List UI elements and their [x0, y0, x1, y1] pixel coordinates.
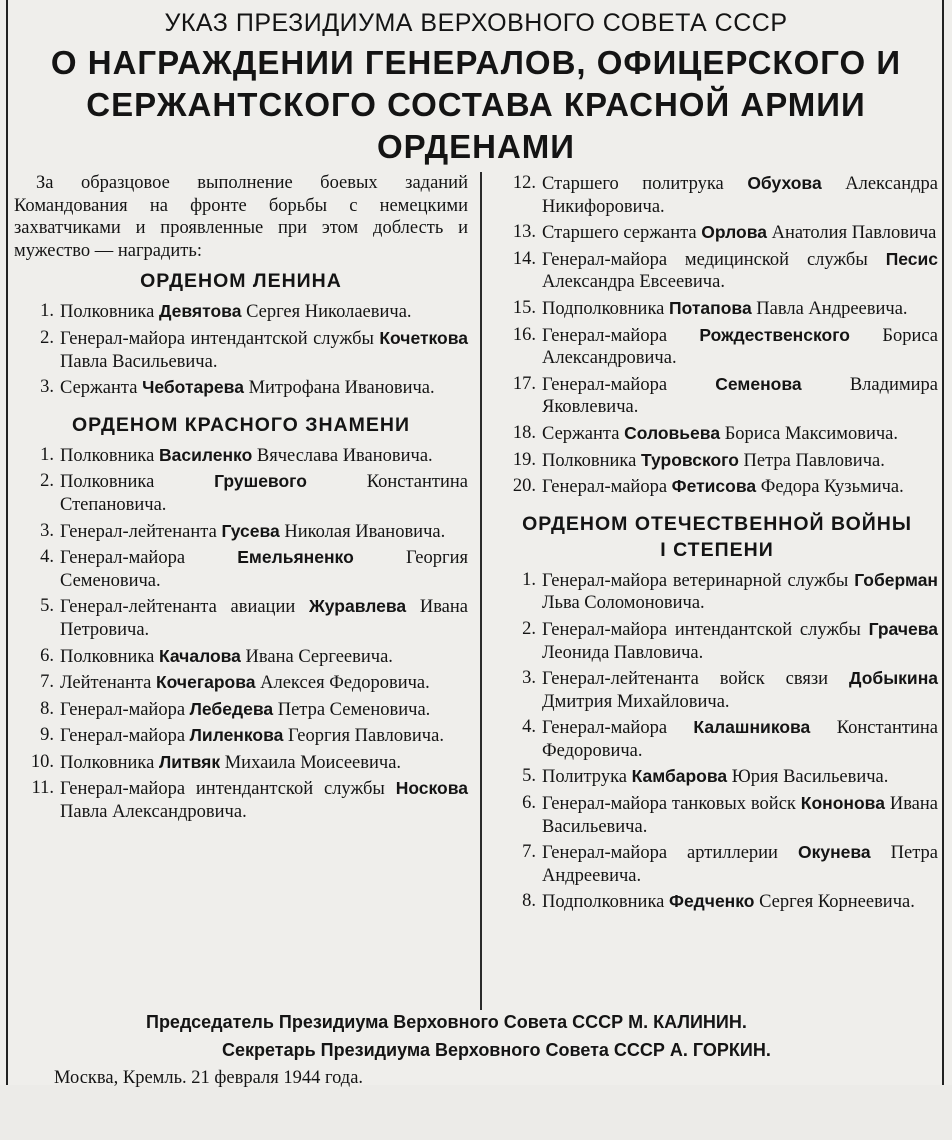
rank: Политрука — [542, 767, 627, 788]
item-number: 4. — [522, 717, 536, 738]
title-line: О НАГРАЖДЕНИИ ГЕНЕРАЛОВ, ОФИЦЕРСКОГО И — [50, 44, 902, 81]
surname: Носкова — [395, 778, 468, 799]
given-names: Петра Семеновича. — [277, 699, 431, 720]
item-number: 4. — [40, 547, 54, 568]
item-number: 3. — [40, 377, 54, 398]
surname: Федченко — [669, 891, 755, 912]
surname: Емельяненко — [237, 547, 354, 568]
left-column — [14, 172, 468, 827]
surname: Журавлева — [308, 596, 407, 617]
rank: Генерал-майора медицинской службы — [542, 249, 868, 270]
award-list-item — [14, 300, 468, 324]
surname: Орлова — [701, 222, 767, 243]
rank: Полковника — [60, 472, 155, 493]
award-list-item — [496, 716, 938, 762]
award-list-item — [14, 671, 468, 695]
award-list-item — [496, 449, 938, 473]
rank: Генерал-лейтенанта — [60, 521, 217, 542]
award-list-item — [496, 792, 938, 838]
surname: Фетисова — [671, 476, 757, 497]
given-names: Георгия Семеновича. — [60, 548, 468, 591]
surname: Добыкина — [849, 668, 938, 689]
surname: Камбарова — [631, 766, 728, 787]
surname: Гусева — [221, 520, 280, 541]
item-number: 19. — [512, 449, 536, 470]
award-list-item — [496, 667, 938, 713]
surname: Лебедева — [189, 698, 274, 719]
award-list-item — [14, 327, 468, 373]
column-divider — [480, 172, 482, 1010]
item-number: 1. — [522, 569, 536, 590]
rank: Полковника — [60, 752, 155, 773]
item-number: 11. — [31, 778, 54, 799]
surname: Потапова — [669, 297, 752, 318]
place-and-date: Москва, Кремль. 21 февраля 1944 года. — [54, 1068, 364, 1088]
section-title-line: I СТЕПЕНИ — [660, 538, 774, 561]
section-title-red-banner: ОРДЕНОМ КРАСНОГО ЗНАМЕНИ — [72, 413, 410, 436]
section-title-patriotic-war — [496, 511, 938, 563]
secretary-signature: Секретарь Президиума Верховного Совета СССР А. ГОРКИН. — [222, 1040, 771, 1060]
rank: Генерал-майора артиллерии — [542, 843, 778, 864]
given-names: Митрофана Ивановича. — [248, 378, 435, 399]
section-title-line: ОРДЕНОМ ОТЕЧЕСТВЕННОЙ ВОЙНЫ — [522, 512, 912, 535]
item-number: 9. — [40, 725, 54, 746]
award-list-item — [496, 422, 938, 446]
right-column — [496, 172, 938, 917]
rank: Генерал-майора интендантской службы — [60, 328, 374, 349]
award-list-item — [14, 376, 468, 400]
award-list-item — [14, 751, 468, 775]
title-line: ОРДЕНАМИ — [377, 128, 575, 165]
surname: Василенко — [158, 444, 253, 465]
given-names: Михаила Моисеевича. — [224, 752, 402, 773]
rank: Генерал-майора — [542, 718, 668, 739]
given-names: Петра Андреевича. — [542, 843, 939, 886]
item-number: 2. — [40, 327, 54, 348]
rank: Генерал-майора — [542, 477, 668, 498]
item-number: 3. — [522, 668, 536, 689]
item-number: 1. — [40, 301, 54, 322]
list-patriotic-war — [496, 569, 938, 914]
given-names: Юрия Васильевича. — [731, 767, 889, 788]
item-number: 13. — [512, 222, 536, 243]
rank: Полковника — [60, 445, 155, 466]
award-list-item — [14, 520, 468, 544]
award-list-item — [496, 569, 938, 615]
item-number: 15. — [512, 297, 536, 318]
rank: Генерал-майора танковых войск — [542, 794, 796, 815]
given-names: Дмитрия Михайловича. — [542, 691, 730, 712]
surname: Грушевого — [214, 471, 307, 492]
given-names: Бориса Максимовича. — [724, 423, 899, 444]
award-list-item — [14, 724, 468, 748]
surname: Лиленкова — [189, 725, 284, 746]
surname: Песис — [885, 248, 938, 269]
given-names: Георгия Павловича. — [288, 726, 444, 747]
award-list-item — [496, 324, 938, 370]
given-names: Ивана Васильевича. — [542, 794, 939, 837]
surname: Кочеткова — [379, 327, 469, 348]
item-number: 8. — [40, 698, 54, 719]
rank: Генерал-майора интендантской службы — [542, 619, 861, 640]
given-names: Павла Андреевича. — [756, 298, 908, 319]
surname: Грачева — [868, 618, 938, 639]
surname: Соловьева — [624, 422, 721, 443]
given-names: Леонида Павловича. — [542, 642, 704, 663]
award-list-item — [14, 645, 468, 669]
given-names: Бориса Александровича. — [542, 325, 938, 369]
item-number: 6. — [522, 793, 536, 814]
award-list-item — [496, 373, 938, 419]
given-names: Алексея Федоровича. — [260, 673, 430, 694]
item-number: 17. — [512, 373, 536, 394]
surname: Гоберман — [854, 569, 938, 590]
rank: Генерал-майора — [542, 374, 668, 395]
rank: Полковника — [60, 302, 155, 323]
award-list-item — [14, 470, 468, 516]
given-names: Павла Александровича. — [60, 802, 247, 823]
surname: Литвяк — [158, 751, 221, 772]
surname: Качалова — [158, 645, 241, 666]
given-names: Константина Степановича. — [60, 472, 468, 515]
rank: Старшего сержанта — [542, 223, 697, 244]
rank: Генерал-майора — [542, 325, 668, 346]
item-number: 5. — [522, 766, 536, 787]
award-list-item — [14, 595, 468, 641]
item-number: 7. — [522, 842, 536, 863]
rank: Лейтенанта — [60, 673, 152, 694]
surname: Окунева — [797, 842, 871, 863]
given-names: Александра Никифоровича. — [542, 174, 939, 217]
rank: Генерал-лейтенанта авиации — [60, 597, 296, 618]
surname: Чеботарева — [142, 377, 244, 398]
list-red-banner — [14, 444, 468, 824]
surname: Девятова — [158, 301, 242, 322]
decree-header: УКАЗ ПРЕЗИДИУМА ВЕРХОВНОГО СОВЕТА СССР — [164, 9, 788, 37]
item-number: 6. — [40, 645, 54, 666]
given-names: Павла Васильевича. — [60, 351, 218, 372]
rank: Сержанта — [60, 378, 138, 399]
item-number: 8. — [522, 891, 536, 912]
item-number: 18. — [512, 422, 536, 443]
rank: Подполковника — [542, 298, 665, 319]
award-list-item — [496, 248, 938, 294]
title-line: СЕРЖАНТСКОГО СОСТАВА КРАСНОЙ АРМИИ — [86, 86, 866, 123]
surname: Калашникова — [693, 717, 811, 738]
list-lenin — [14, 300, 468, 399]
given-names: Константина Федоровича. — [542, 718, 938, 761]
award-list-item — [496, 221, 938, 245]
item-number: 20. — [512, 476, 536, 497]
given-names: Ивана Сергеевича. — [245, 646, 393, 667]
award-list-item — [14, 777, 468, 823]
surname: Обухова — [747, 173, 822, 193]
award-list-item — [496, 172, 938, 218]
given-names: Сергея Корнеевича. — [759, 892, 915, 913]
given-names: Федора Кузьмича. — [760, 477, 904, 498]
surname: Рождественского — [699, 324, 850, 345]
award-list-item — [496, 841, 938, 887]
surname: Туровского — [640, 449, 739, 470]
rank: Сержанта — [542, 423, 620, 444]
item-number: 16. — [512, 324, 536, 345]
surname: Кочегарова — [156, 672, 256, 693]
rank: Генерал-майора — [60, 699, 186, 720]
given-names: Вячеслава Ивановича. — [256, 445, 433, 466]
decree-title — [0, 42, 952, 168]
list-red-banner-continued — [496, 172, 938, 499]
award-list-item — [14, 698, 468, 722]
given-names: Владимира Яковлевича. — [542, 374, 939, 418]
award-list-item — [496, 765, 938, 789]
given-names: Льва Соломоновича. — [542, 593, 705, 614]
rank: Старшего политрука — [542, 174, 724, 194]
surname: Семенова — [715, 373, 802, 394]
item-number: 2. — [522, 618, 536, 639]
rank: Подполковника — [542, 892, 665, 913]
item-number: 3. — [40, 520, 54, 541]
award-list-item — [14, 546, 468, 592]
item-number: 7. — [40, 672, 54, 693]
item-number: 12. — [512, 173, 536, 193]
item-number: 2. — [40, 471, 54, 492]
given-names: Александра Евсеевича. — [542, 272, 725, 293]
item-number: 5. — [40, 596, 54, 617]
chairman-signature: Председатель Президиума Верховного Совета СССР М. КАЛИНИН. — [146, 1012, 747, 1032]
intro-paragraph: За образцовое выполнение боевых заданий Командования на фронте борьбы с немецкими захватчиками и проявленные при этом доблесть и мужество — наградить: — [14, 173, 468, 261]
award-list-item — [496, 475, 938, 499]
surname: Кононова — [800, 793, 885, 814]
award-list-item — [496, 297, 938, 321]
item-number: 1. — [40, 444, 54, 465]
item-number: 14. — [512, 248, 536, 269]
section-title-lenin: ОРДЕНОМ ЛЕНИНА — [140, 270, 342, 293]
award-list-item — [496, 618, 938, 664]
rank: Генерал-лейтенанта войск связи — [542, 669, 829, 690]
rank: Полковника — [60, 646, 155, 667]
given-names: Сергея Николаевича. — [246, 302, 412, 323]
rank: Генерал-майора интендантской службы — [60, 779, 385, 800]
award-list-item — [496, 890, 938, 914]
given-names: Николая Ивановича. — [284, 521, 446, 542]
given-names: Ивана Петровича. — [60, 597, 469, 640]
given-names: Петра Павловича. — [743, 450, 885, 471]
award-list-item — [14, 444, 468, 468]
rank: Генерал-майора ветеринарной службы — [542, 570, 849, 591]
rank: Полковника — [542, 450, 637, 471]
rank: Генерал-майора — [60, 726, 186, 747]
given-names: Анатолия Павловича — [771, 223, 937, 244]
rank: Генерал-майора — [60, 548, 186, 569]
item-number: 10. — [30, 751, 54, 772]
